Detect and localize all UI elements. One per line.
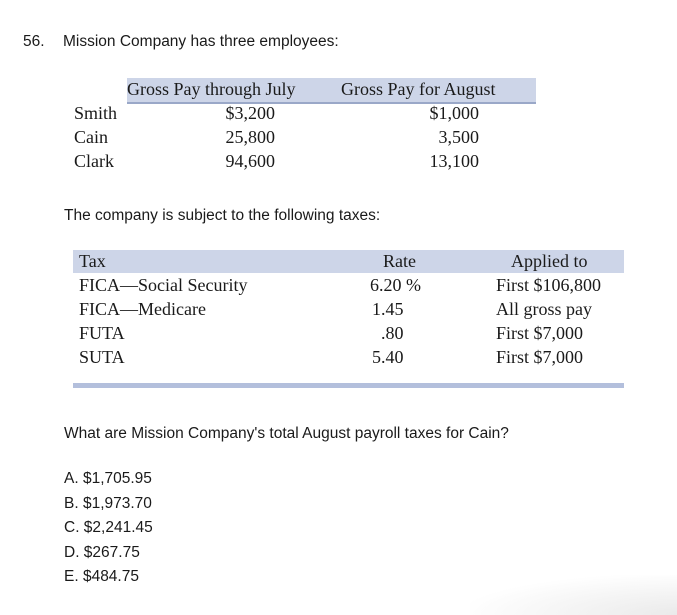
- tax-applied-to: All gross pay: [496, 299, 592, 319]
- gross-pay-july: 94,600: [225, 151, 275, 171]
- table-row: [70, 151, 536, 175]
- table-bottom-rule: [73, 383, 624, 388]
- tax-rate: 5.40: [372, 347, 404, 367]
- tax-rate: .80: [381, 323, 404, 343]
- table-row: [70, 127, 536, 151]
- answer-option-a[interactable]: A. $1,705.95: [64, 470, 152, 487]
- gross-pay-july: 25,800: [225, 127, 275, 147]
- tax-table-header: [73, 250, 624, 273]
- answer-option-c[interactable]: C. $2,241.45: [64, 519, 153, 536]
- table-row: [73, 298, 624, 322]
- header-applied-to: Applied to: [511, 251, 588, 271]
- header-rate: Rate: [383, 251, 416, 271]
- tax-rate: 1.45: [372, 299, 404, 319]
- table-row: [73, 346, 624, 370]
- answer-option-e[interactable]: E. $484.75: [64, 568, 139, 585]
- header-gross-pay-august: Gross Pay for August: [341, 79, 496, 99]
- employee-name: Smith: [74, 103, 118, 123]
- tax-name: FICA—Medicare: [79, 299, 206, 319]
- answer-option-b[interactable]: B. $1,973.70: [64, 494, 152, 512]
- gross-pay-august: $1,000: [429, 103, 479, 123]
- tax-applied-to: First $106,800: [496, 275, 602, 295]
- corner-shadow: [470, 575, 677, 615]
- answer-list: [64, 470, 153, 593]
- question-text: What are Mission Company's total August payroll taxes for Cain?: [64, 425, 509, 442]
- tax-applied-to: First $7,000: [496, 347, 584, 367]
- tax-name: SUTA: [79, 347, 125, 367]
- table-row: [73, 322, 624, 346]
- employee-name: Cain: [74, 127, 108, 147]
- employee-table-header: [127, 78, 536, 104]
- tax-intro-text: The company is subject to the following taxes:: [64, 207, 381, 224]
- gross-pay-august: 13,100: [429, 151, 479, 171]
- gross-pay-july: $3,200: [225, 103, 275, 123]
- tax-name: FICA—Social Security: [79, 275, 248, 295]
- answer-option-d[interactable]: D. $267.75: [64, 543, 140, 561]
- header-tax: Tax: [79, 251, 106, 271]
- gross-pay-august: 3,500: [438, 127, 479, 147]
- tax-applied-to: First $7,000: [496, 323, 584, 343]
- question-header: [23, 33, 339, 51]
- question-stem: Mission Company has three employees:: [63, 33, 339, 50]
- tax-rate: 6.20 %: [370, 275, 421, 295]
- employee-name: Clark: [74, 151, 114, 171]
- table-row: [70, 103, 536, 127]
- table-row: [73, 274, 624, 298]
- tax-name: FUTA: [79, 323, 125, 343]
- question-number: 56.: [23, 33, 45, 50]
- header-gross-pay-july: Gross Pay through July: [127, 79, 296, 99]
